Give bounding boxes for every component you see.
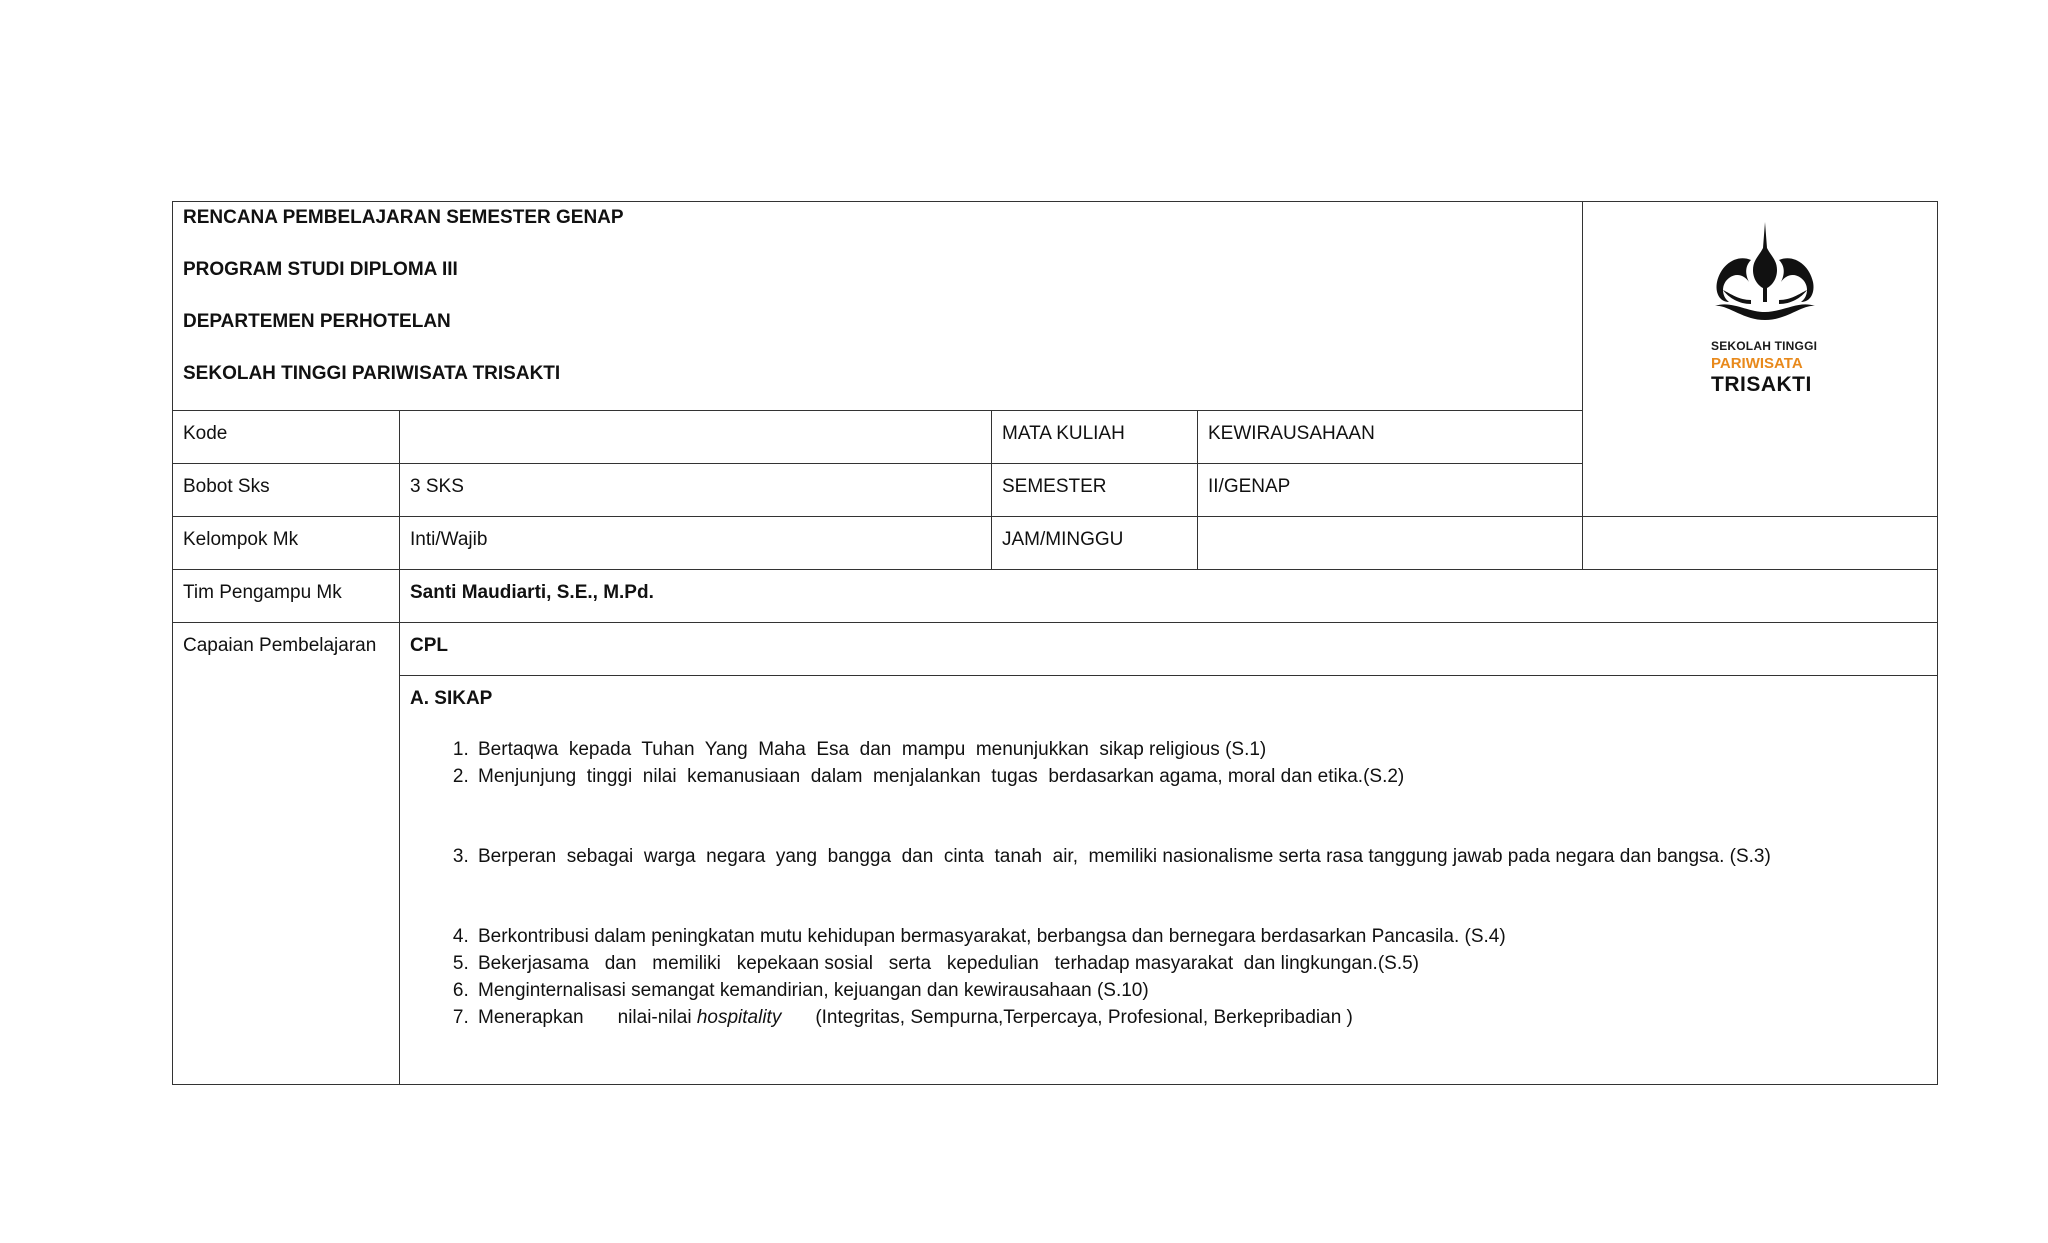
logo-text-sekolah: SEKOLAH TINGGI bbox=[1711, 339, 1818, 353]
header-cell bbox=[173, 202, 1583, 411]
sikap-item-4: 4. Berkontribusi dalam peningkatan mutu kehidupan bermasyarakat, berbangsa dan bernegara berdasarkan Pancasila. (S.4) bbox=[474, 923, 1927, 950]
semester-value: II/GENAP bbox=[1198, 464, 1583, 517]
sikap-cell bbox=[400, 676, 1938, 1085]
jam-label: JAM/MINGGU bbox=[992, 517, 1198, 570]
institution-logo bbox=[1711, 220, 1831, 397]
sikap-item-6: 6. Menginternalisasi semangat kemandirian, kejuangan dan kewirausahaan (S.10) bbox=[474, 977, 1927, 1004]
header-program: PROGRAM STUDI DIPLOMA III bbox=[183, 259, 458, 280]
rps-document bbox=[172, 201, 1937, 1084]
kode-label: Kode bbox=[173, 411, 400, 464]
sikap-title: A. SIKAP bbox=[410, 688, 493, 709]
mata-kuliah-label: MATA KULIAH bbox=[992, 411, 1198, 464]
kelompok-value: Inti/Wajib bbox=[400, 517, 992, 570]
cpl-label: CPL bbox=[400, 623, 1938, 676]
tim-value: Santi Maudiarti, S.E., M.Pd. bbox=[400, 570, 1938, 623]
tim-label: Tim Pengampu Mk bbox=[173, 570, 400, 623]
header-title: RENCANA PEMBELAJARAN SEMESTER GENAP bbox=[183, 207, 624, 228]
logo-text-trisakti: TRISAKTI bbox=[1711, 373, 1812, 396]
header-school: SEKOLAH TINGGI PARIWISATA TRISAKTI bbox=[183, 363, 561, 384]
bobot-value: 3 SKS bbox=[400, 464, 992, 517]
semester-label: SEMESTER bbox=[992, 464, 1198, 517]
logo-cell bbox=[1583, 202, 1938, 517]
kelompok-label: Kelompok Mk bbox=[173, 517, 400, 570]
sikap-item-3: 3. Berperan sebagai warga negara yang bangga dan cinta tanah air, memiliki nasionalisme serta rasa tanggung jawab pada negara dan bangsa. (S.3) bbox=[474, 843, 1927, 870]
bobot-label: Bobot Sks bbox=[173, 464, 400, 517]
sikap-item-2: 2. Menjunjung tinggi nilai kemanusiaan dalam menjalankan tugas berdasarkan agama, moral dan etika.(S.2) bbox=[474, 763, 1927, 790]
trisakti-emblem-icon bbox=[1711, 220, 1819, 324]
kode-value bbox=[400, 411, 992, 464]
header-department: DEPARTEMEN PERHOTELAN bbox=[183, 311, 451, 332]
logo-text-pariwisata: PARIWISATA bbox=[1711, 355, 1803, 372]
rps-table bbox=[172, 201, 1938, 1085]
capaian-label: Capaian Pembelajaran bbox=[173, 623, 400, 1085]
sikap-item-1: 1. Bertaqwa kepada Tuhan Yang Maha Esa dan mampu menunjukkan sikap religious (S.1) bbox=[474, 736, 1927, 763]
sikap-item-5: 5. Bekerjasama dan memiliki kepekaan sosial serta kepedulian terhadap masyarakat dan lingkungan.(S.5) bbox=[474, 950, 1927, 977]
jam-value bbox=[1198, 517, 1583, 570]
mata-kuliah-value: KEWIRAUSAHAAN bbox=[1198, 411, 1583, 464]
empty-cell bbox=[1583, 517, 1938, 570]
sikap-list bbox=[410, 736, 1927, 1031]
sikap-item-7: 7. Menerapkan nilai-nilai hospitality (Integritas, Sempurna,Terpercaya, Profesional, Berkepribadian ) bbox=[474, 1004, 1927, 1031]
